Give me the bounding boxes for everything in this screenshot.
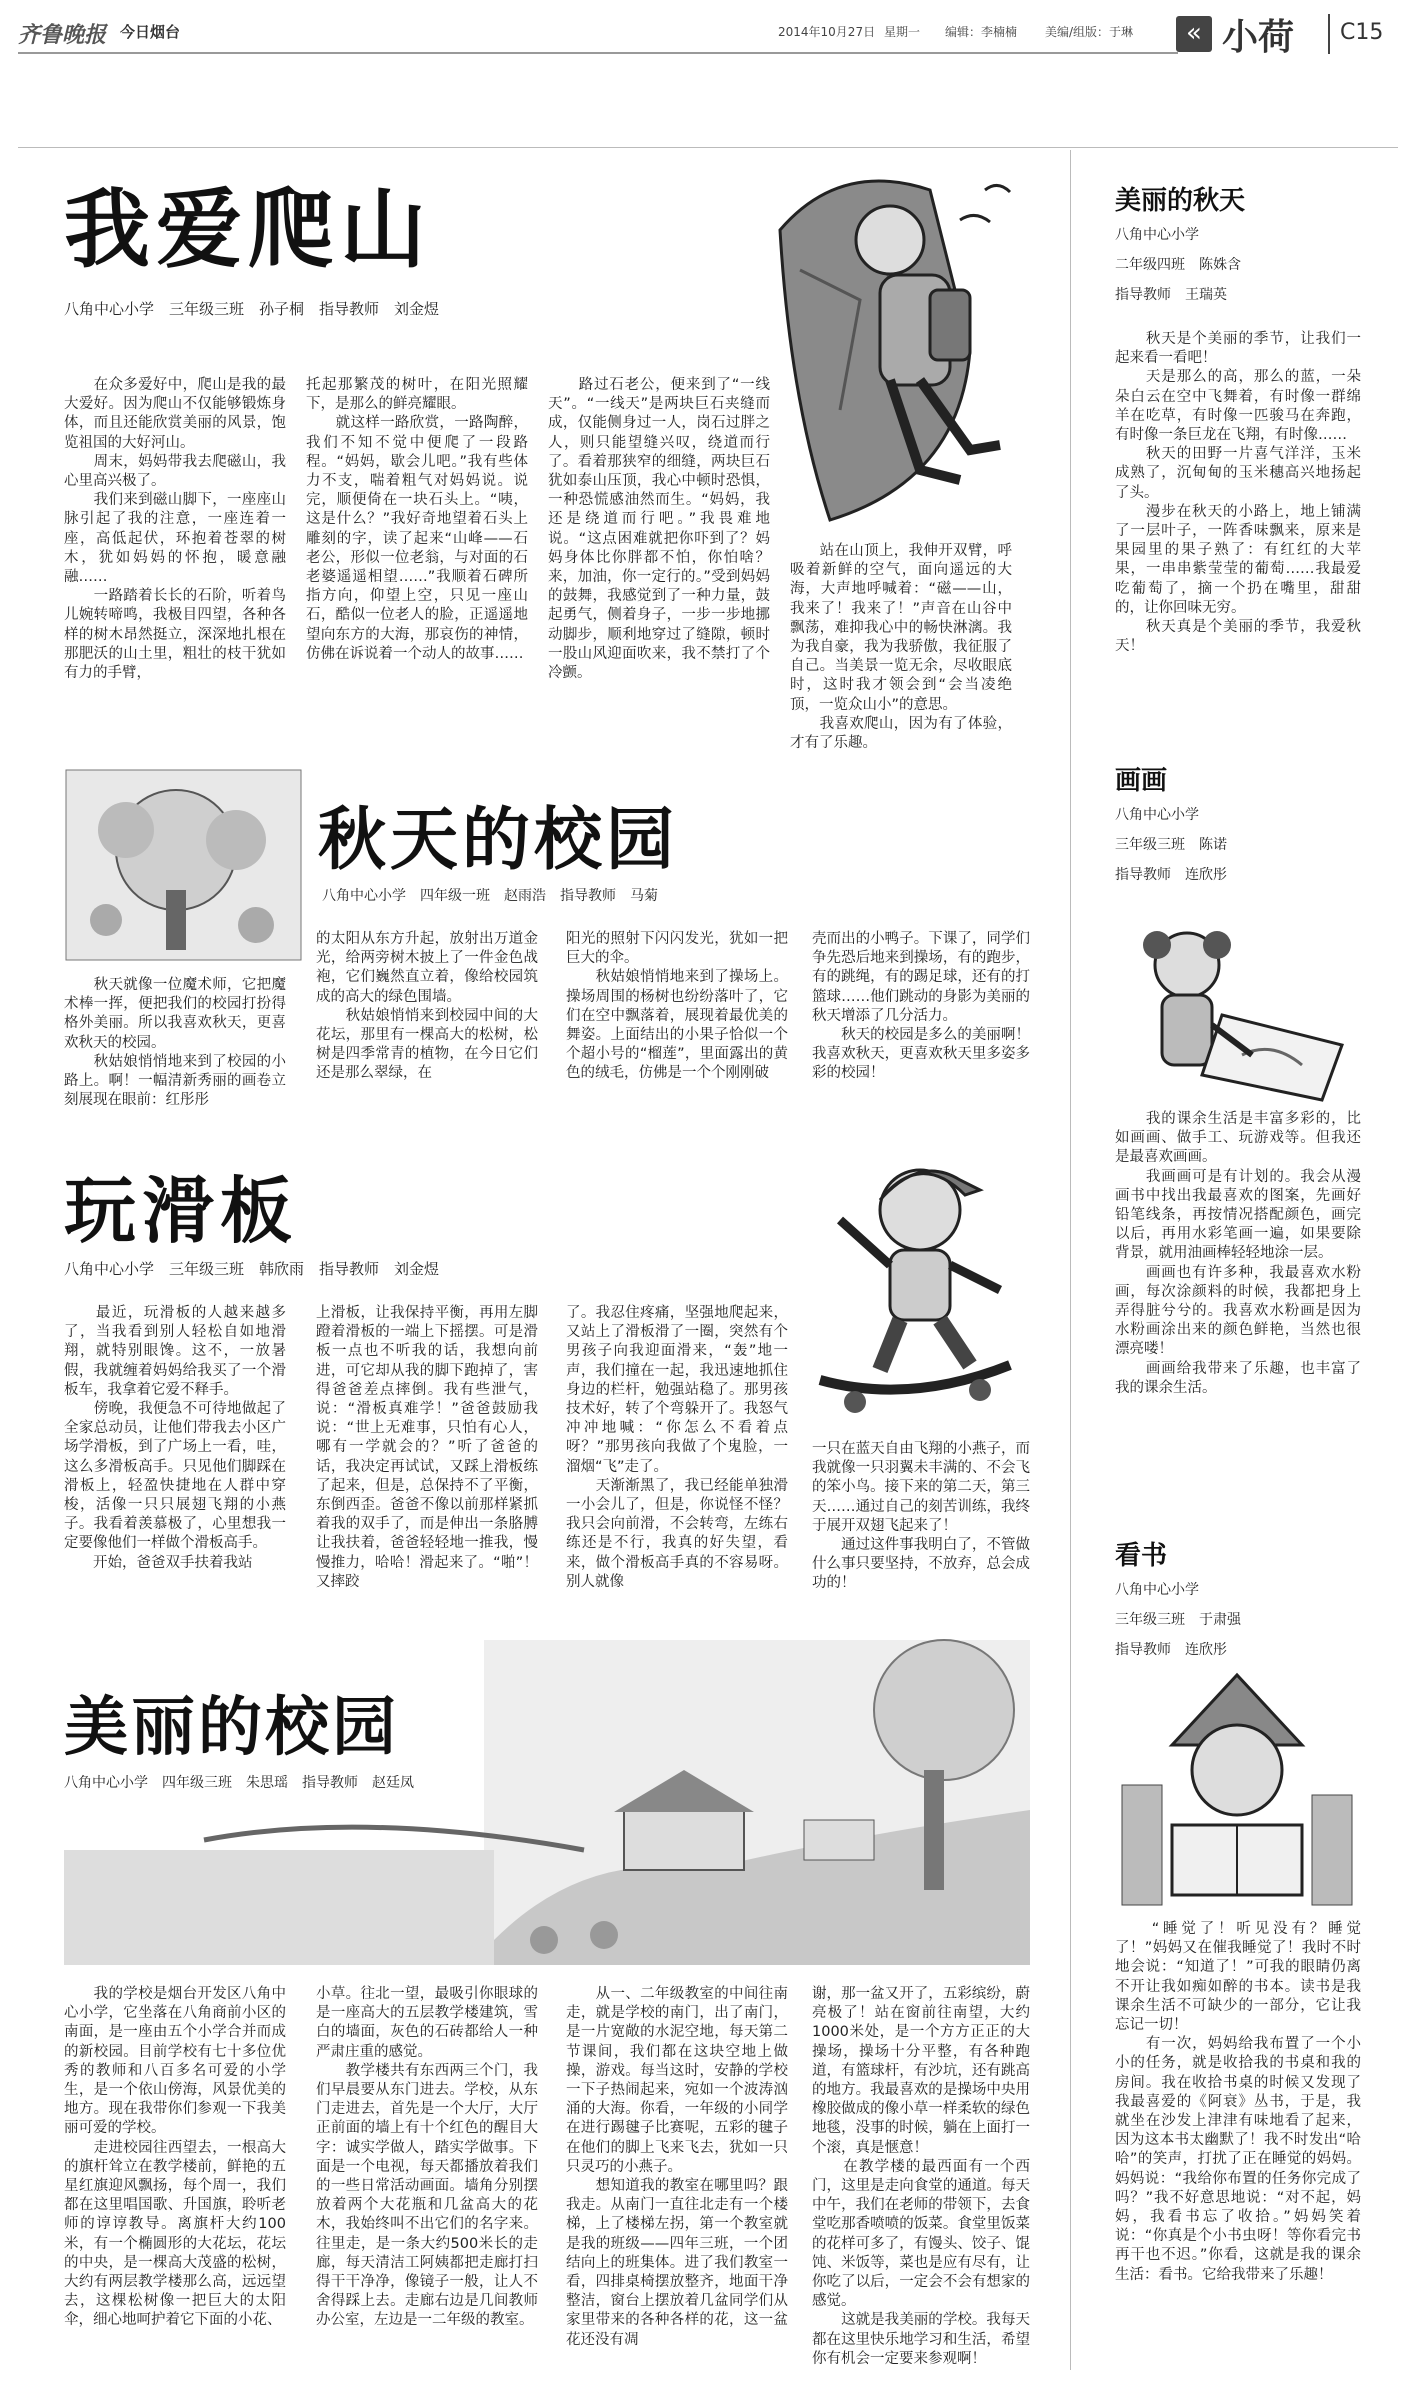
article-column: 谢，那一盆又开了，五彩缤纷，蔚亮极了！站在窗前往南望，大约1000米处，是一个方方正正的大操场，操场十分平整，有各种跑道，有篮球杆，有沙坑，还有跳高的地方。我最喜欢的是操场中央用橡胶做成的像小草一样柔软的绿色地毯，没事的时候，躺在上面打一个滚，真是惬意！ 在教学楼的最西面有一个西门，这里是走向食堂的通道。每天中午，我们在老师的带领下，去食堂吃那香喷喷的饭菜。食堂里饭菜的花样可多了，有馒头、饺子、馄饨、米饭等，菜也是应有尽有，让你吃了以后，一定会不会有想家的感觉。 这就是我美丽的学校。我每天都在这里快乐地学习和生活，希望你有机会一定要来参观啊！	[812, 1986, 1030, 2367]
article-column: 路过石老公，便来到了“一线天”。“一线天”是两块巨石夹缝而成，仅能侧身过一人，岗石过胖之人，则只能望缝兴叹，绕道而行了。看着那狭窄的细缝，两块巨石犹如泰山压顶，我心中顿时恐惧，一种恐慌感油然而生。“妈妈，我还是绕道而行吧。”我畏难地说。“这点困难就把你吓到了？妈妈身体比你胖都不怕，你怕啥？来，加油，你一定行的。”受到妈妈的鼓舞，我感觉到了一种力量，鼓起勇气，侧着身子，一步一步地挪动脚步，顺利地穿过了缝隙，顿时一股山风迎面吹来，我不禁打了个冷颤。	[548, 377, 770, 682]
skateboarding-boy-illustration	[800, 1150, 1030, 1430]
article-title: 秋天的校园	[318, 800, 679, 880]
article-column: 一只在蓝天自由飞翔的小燕子，而我就像一只羽翼未丰满的、不会飞的笨小鸟。接下来的第二天，第三天……通过自己的刻苦训练，我终于展开双翅飞起来了！ 通过这件事我明白了，不管做什么事只要坚持，不放弃，总会成功的！	[812, 1441, 1030, 1592]
sidebar-school: 八角中心小学	[1115, 807, 1199, 823]
article-column: 从一、二年级教室的中间往南走，就是学校的南门，出了南门，是一片宽敞的水泥空地，每天第二节课间，我们都在这块空地上做操，游戏。每当这时，安静的学校一下子热闹起来，宛如一个波涛汹涌的大海。你看，一年级的小同学在进行踢毽子比赛呢，五彩的毽子在他们的脚上飞来飞去，犹如一只只灵巧的小燕子。 想知道我的教室在哪里吗？跟我走。从南门一直往北走有一个楼梯，上了楼梯左拐，第一个教室就是我的班级——四年三班，一个团结向上的班集体。进了我们教室一看，四排桌椅摆放整齐，地面干净整洁，窗台上摆放着几盆同学们从家里带来的各种各样的花，这一盆花还没有凋	[566, 1986, 788, 2348]
sidebar-title: 看书	[1115, 1541, 1168, 1571]
chevron-left-icon: «	[1176, 16, 1212, 52]
section-name: 今日烟台	[120, 23, 181, 41]
masthead	[0, 0, 1417, 120]
sidebar-title: 画画	[1115, 766, 1168, 796]
sidebar-teacher: 指导教师 连欣彤	[1115, 867, 1227, 883]
sidebar-title: 美丽的秋天	[1115, 186, 1246, 216]
article-title: 我爱爬山	[64, 179, 432, 280]
sidebar-class: 三年级三班 于肃强	[1115, 1612, 1241, 1628]
girl-painting-illustration	[1112, 905, 1362, 1105]
article-column: 上滑板，让我保持平衡，再用左脚蹬着滑板的一端上下摇摆。可是滑板一点也不听我的话，我想向前进，可它却从我的脚下跑掉了，害得爸爸差点摔倒。我有些泄气，说：“滑板真难学！”爸爸鼓励我说：“世上无难事，只怕有心人，哪有一学就会的？”听了爸爸的话，我决定再试试，又踩上滑板练了起来，但是，总保持不了平衡，东倒西歪。爸爸不像以前那样紧抓着我的双手了，而是伸出一条胳膊让我扶着，爸爸轻轻地一推我，慢慢推力，哈哈！滑起来了。“啪”！又摔跤	[316, 1305, 538, 1590]
sidebar-teacher: 指导教师 连欣彤	[1115, 1642, 1227, 1658]
school-scene-illustration	[64, 1640, 1030, 1965]
designer-credit: 美编/组版：于琳	[1045, 25, 1134, 39]
article-title: 玩滑板	[64, 1168, 299, 1253]
article-column: 秋天就像一位魔术师，它把魔术棒一挥，便把我们的校园打扮得格外美丽。所以我喜欢秋天，更喜欢秋天的校园。 秋姑娘悄悄地来到了校园的小路上。啊！一幅清新秀丽的画卷立刻展现在眼前：红彤彤	[64, 977, 286, 1109]
page-number: C15	[1340, 20, 1384, 45]
article-column: 的太阳从东方升起，放射出万道金光，给两旁树木披上了一件金色战袍，它们巍然直立着，像给校园筑成的高大的绿色围墙。 秋姑娘悄悄来到校园中间的大花坛，那里有一棵高大的松树，松树是四季常青的植物，在今日它们还是那么翠绿，在	[316, 931, 538, 1082]
child-reading-illustration	[1112, 1665, 1362, 1915]
newspaper-logo: 齐鲁晚报	[18, 22, 107, 48]
header-rule	[18, 52, 1178, 54]
sidebar-class: 三年级三班 陈诺	[1115, 837, 1227, 853]
autumn-tree-illustration	[66, 770, 301, 960]
article-column: 最近，玩滑板的人越来越多了，当我看到别人轻松自如地滑翔，就特别眼馋。这不，一放暑假，我就缠着妈妈给我买了一个滑板车，我拿着它爱不释手。 傍晚，我便急不可待地做起了全家总动员，让他们带我去小区广场学滑板，到了广场上一看，哇，这么多滑板高手。只见他们脚踩在滑板上，轻盈快捷地在人群中穿梭，活像一只只展翅飞翔的小燕子。我看着羡慕极了，心里想我一定要像他们一样做个滑板高手。 开始，爸爸双手扶着我站	[64, 1305, 286, 1571]
issue-weekday: 星期一	[884, 25, 921, 39]
sidebar-divider	[1070, 150, 1071, 2370]
article-column: 托起那繁茂的树叶，在阳光照耀下，是那么的鲜亮耀眼。 就这样一路欣赏，一路陶醉，我们不知不觉中便爬了一段路程。“妈妈，歇会儿吧。”我有些体力不支，喘着粗气对妈妈说。说完，顺便倚在一块石头上。“咦，这是什么？”我好奇地望着石头上雕刻的字，读了起来“山峰——石老公，形似一位老翁，与对面的石老婆遥遥相望……”我顺着石碑所指方向，仰望上空，只见一座山石，酷似一位老人的脸，正遥遥地望向东方的大海，那哀伤的神情，仿佛在诉说着一个动人的故事……	[306, 377, 528, 662]
sidebar-body: 秋天是个美丽的季节，让我们一起来看一看吧！ 天是那么的高，那么的蓝，一朵朵白云在空中飞舞着，有时像一群绵羊在吃草，有时像一匹骏马在奔跑，有时像一条巨龙在飞翔，有时像…… 秋天的田野一片喜气洋洋，玉米成熟了，沉甸甸的玉米穗高兴地扬起了头。 漫步在秋天的小路上，地上铺满了一层叶子，一阵香味飘来，原来是果园里的果子熟了：有红红的大苹果，一串串紫莹莹的葡萄……我最爱吃葡萄了，摘一个扔在嘴里，甜甜的，让你回味无穷。 秋天真是个美丽的季节，我爱秋天！	[1115, 331, 1361, 655]
sidebar-class: 二年级四班 陈姝含	[1115, 257, 1241, 273]
article-column: 在众多爱好中，爬山是我的最大爱好。因为爬山不仅能够锻炼身体，而且还能欣赏美丽的风景，饱览祖国的大好河山。 周末，妈妈带我去爬磁山，我心里高兴极了。 我们来到磁山脚下，一座座山脉引起了我的注意，一座连着一座，高低起伏，环抱着苍翠的树木，犹如妈妈的怀抱，暖意融融…… 一路踏着长长的石阶，听着鸟儿婉转啼鸣，我极目四望，各种各样的树木昂然挺立，深深地扎根在那肥沃的山土里，粗壮的枝干犹如有力的手臂，	[64, 377, 286, 682]
sidebar-school: 八角中心小学	[1115, 227, 1199, 243]
article-byline: 八角中心小学 四年级三班 朱思瑶 指导教师 赵廷凤	[64, 1775, 414, 1791]
article-column: 阳光的照射下闪闪发光，犹如一把巨大的伞。 秋姑娘悄悄地来到了操场上。操场周围的杨树也纷纷落叶了，它们在空中飘落着，展现着最优美的舞姿。上面结出的小果子恰似一个个超小号的“榴莲”，里面露出的黄色的绒毛，仿佛是一个个刚刚破	[566, 931, 788, 1082]
sidebar-body: 我的课余生活是丰富多彩的，比如画画、做手工、玩游戏等。但我还是最喜欢画画。 我画画可是有计划的。我会从漫画书中找出我最喜欢的图案，先画好铅笔线条，再按情况搭配颜色，画完以后，再用水彩笔画一遍，如果要除背景，就用油画棒轻轻地涂一层。 画画也有许多种，我最喜欢水粉画，每次涂颜料的时候，我都把身上弄得脏兮兮的。我喜欢水粉画是因为水粉画涂出来的颜色鲜艳，当然也很漂亮喽！ 画画给我带来了乐趣，也丰富了我的课余生活。	[1115, 1111, 1361, 1396]
article-column: 站在山顶上，我伸开双臂，呼吸着新鲜的空气，面向遥远的大海，大声地呼喊着：“磁——山，我来了！我来了！”声音在山谷中飘荡，难抑我心中的畅快淋漓。我为我自豪，我为我骄傲，我征服了自己。当美景一览无余，尽收眼底时，这时我才领会到“会当凌绝顶，一览众山小”的意思。 我喜欢爬山，因为有了体验，才有了乐趣。	[790, 543, 1012, 752]
issue-date: 2014年10月27日	[778, 25, 876, 39]
article-column: 壳而出的小鸭子。下课了，同学们争先恐后地来到操场，有的跑步，有的跳绳，有的踢足球，还有的打篮球……他们跳动的身影为美丽的秋天增添了几分活力。 秋天的校园是多么的美丽啊！我喜欢秋天，更喜欢秋天里多姿多彩的校园！	[812, 931, 1030, 1082]
article-column: 了。我忍住疼痛，坚强地爬起来，又站上了滑板滑了一圈，突然有个男孩子向我迎面滑来，“轰”地一声，我们撞在一起，我迅速地抓住身边的栏杆，勉强站稳了。那男孩技术好，转了个弯躲开了。我怒气冲冲地喊：“你怎么不看着点呀？”那男孩向我做了个鬼脸，一溜烟“飞”走了。 天渐渐黑了，我已经能单独滑一小会儿了，但是，你说怪不怪？我只会向前滑，不会转弯，左练右练还是不行，我真的好失望，看来，做个滑板高手真的不容易呀。别人就像	[566, 1305, 788, 1590]
article-byline: 八角中心小学 四年级一班 赵雨浩 指导教师 马菊	[322, 888, 658, 904]
article-byline: 八角中心小学 三年级三班 韩欣雨 指导教师 刘金煜	[64, 1260, 440, 1278]
editor-credit: 编辑：李楠楠	[945, 25, 1018, 39]
sidebar-school: 八角中心小学	[1115, 1582, 1199, 1598]
sidebar-body: “睡觉了！听见没有？睡觉了！”妈妈又在催我睡觉了！我时不时地会说：“知道了！”可我的眼睛仍离不开让我如痴如醉的书本。读书是我课余生活不可缺少的一部分，它让我忘记一切！ 有一次，妈妈给我布置了一个小小的任务，就是收拾我的书桌和我的房间。我在收拾书桌的时候又发现了我最喜爱的《阿衰》丛书，于是，我就坐在沙发上津津有味地看了起来，因为这本书太幽默了！我不时发出“哈哈”的笑声，打扰了正在睡觉的妈妈。妈妈说：“我给你布置的任务你完成了吗？”我不好意思地说：“对不起，妈妈，我看书忘了收拾。”妈妈笑着说：“你真是个小书虫呀！等你看完书再干也不迟。”你看，这就是我的课余生活：看书。它给我带来了乐趣！	[1115, 1921, 1361, 2283]
article-title: 美丽的校园	[64, 1690, 399, 1765]
article-column: 我的学校是烟台开发区八角中心小学，它坐落在八角商前小区的南面，是一座由五个小学合并而成的新校园。目前学校有七十多位优秀的教师和八百多名可爱的小学生，是一个依山傍海，风景优美的地方。现在我带你们参观一下我美丽可爱的学校。 走进校园往西望去，一根高大的旗杆耸立在教学楼前，鲜艳的五星红旗迎风飘扬，每个周一，我们都在这里唱国歌、升国旗，聆听老师的谆谆教导。离旗杆大约100米，有一个椭圆形的大花坛，花坛的中央，是一棵高大茂盛的松树，大约有两层教学楼那么高，远远望去，这棵松树像一把巨大的太阳伞，细心地呵护着它下面的小花、	[64, 1986, 286, 2329]
article-column: 小草。往北一望，最吸引你眼球的是一座高大的五层教学楼建筑，雪白的墙面，灰色的石砖都给人一种严肃庄重的感觉。 教学楼共有东西两三个门，我们早晨要从东门进去。学校，从东门走进去，首先是一个大厅，大厅正前面的墙上有十个红色的醒目大字：诚实学做人，踏实学做事。下面是一个电视，每天都播放着我们的一些日常活动画面。墙角分别摆放着两个大花瓶和几盆高大的花木，我始终叫不出它们的名字来。往里走，是一条大约500米长的走廊，每天清洁工阿姨都把走廊打扫得干干净净，像镜子一般，让人不舍得踩上去。走廊右边是几间教师办公室，左边是一二年级的教室。	[316, 1986, 538, 2329]
rock-climbing-boy-illustration	[770, 150, 1030, 530]
column-name: 小荷	[1222, 17, 1295, 58]
sidebar-teacher: 指导教师 王瑞英	[1115, 287, 1227, 303]
article-byline: 八角中心小学 三年级三班 孙子桐 指导教师 刘金煜	[64, 300, 440, 318]
